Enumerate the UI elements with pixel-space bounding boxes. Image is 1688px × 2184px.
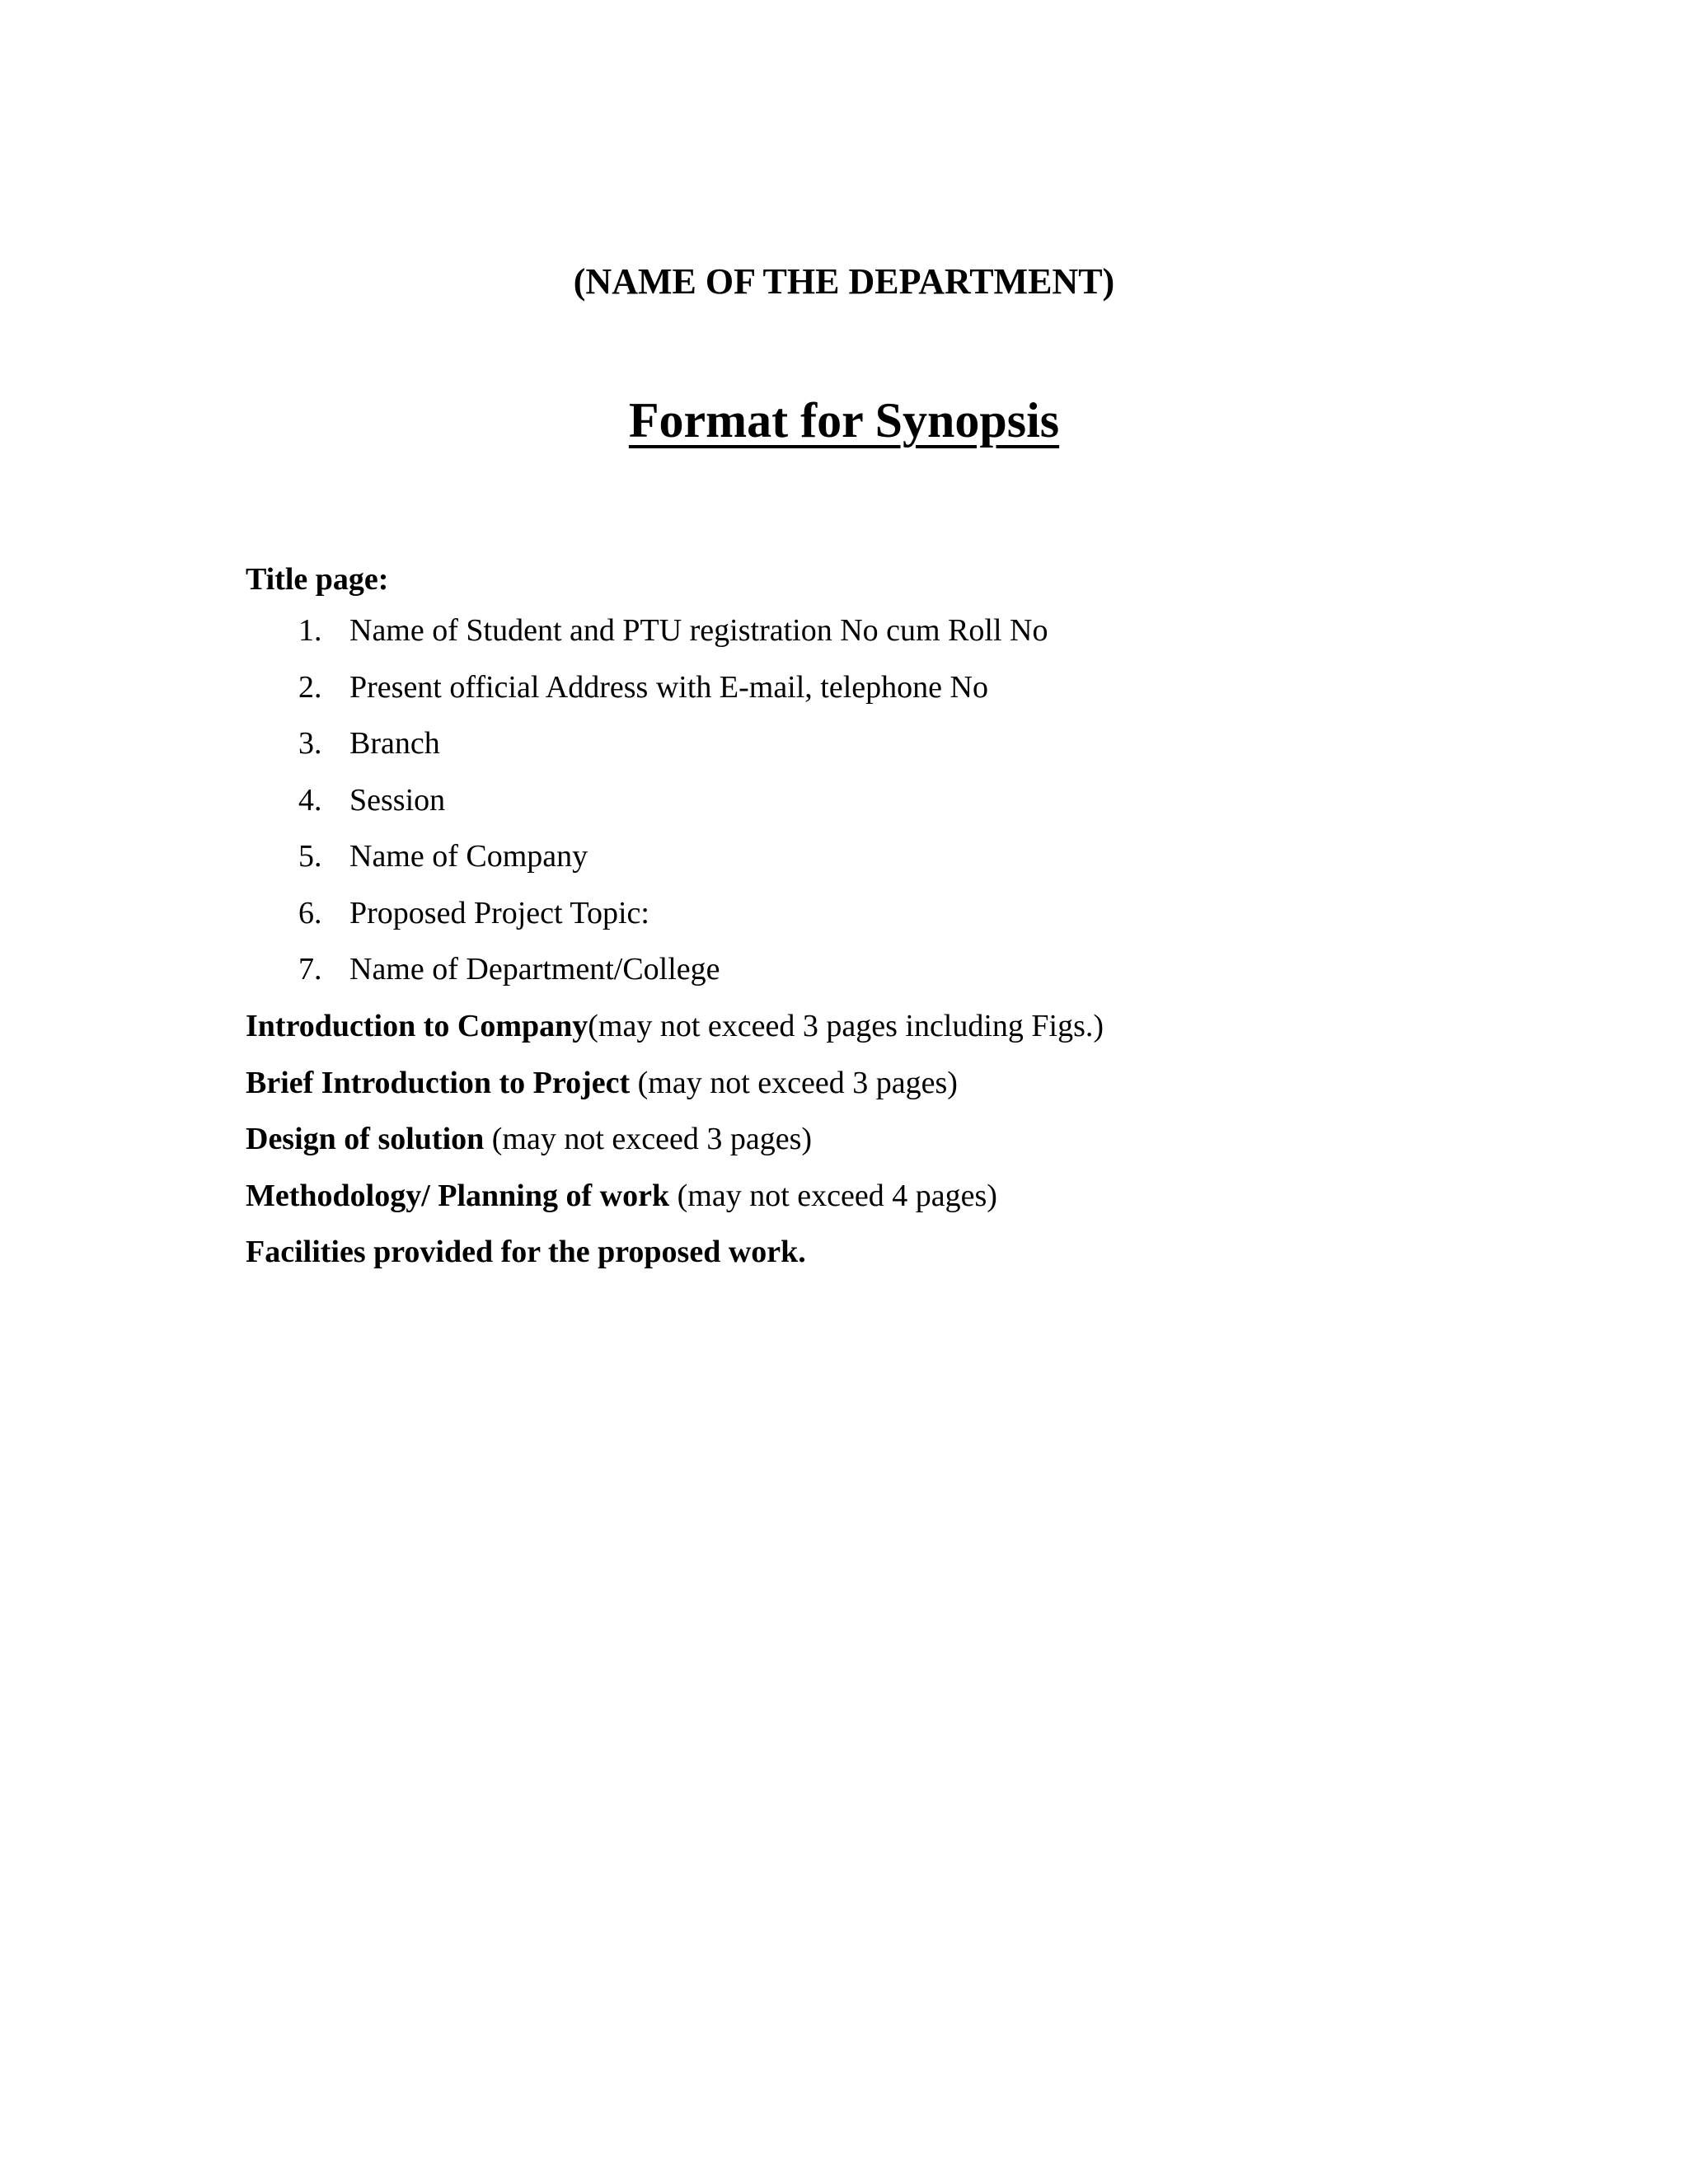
section-note: (may not exceed 3 pages including Figs.) bbox=[588, 1009, 1104, 1043]
list-item bbox=[246, 893, 1048, 949]
section-heading: Facilities provided for the proposed work. bbox=[246, 1235, 806, 1269]
list-item-text: Present official Address with E-mail, telephone No bbox=[349, 669, 988, 705]
section-introduction-to-company bbox=[246, 1005, 1104, 1062]
list-item-number: 3. bbox=[298, 726, 322, 761]
section-note: (may not exceed 3 pages) bbox=[630, 1065, 958, 1100]
title-page-heading: Title page: bbox=[246, 562, 389, 597]
document-title: Format for Synopsis bbox=[628, 393, 1060, 448]
section-design-of-solution bbox=[246, 1118, 1104, 1175]
list-item-text: Name of Company bbox=[349, 839, 588, 874]
list-item-number: 5. bbox=[298, 839, 322, 874]
list-item bbox=[246, 780, 1048, 837]
sections-list bbox=[246, 1005, 1104, 1288]
section-brief-introduction bbox=[246, 1062, 1104, 1119]
list-item-number: 1. bbox=[298, 613, 322, 648]
section-heading: Brief Introduction to Project bbox=[246, 1065, 631, 1100]
list-item-number: 2. bbox=[298, 669, 322, 705]
list-item-text: Branch bbox=[349, 726, 440, 761]
list-item-text: Session bbox=[349, 782, 446, 818]
list-item-text: Name of Student and PTU registration No cum Roll No bbox=[349, 613, 1048, 648]
title-page-list bbox=[246, 610, 1048, 1005]
section-heading: Introduction to Company bbox=[246, 1009, 588, 1043]
list-item bbox=[246, 667, 1048, 724]
section-methodology bbox=[246, 1175, 1104, 1232]
list-item-number: 4. bbox=[298, 782, 322, 818]
list-item-number: 6. bbox=[298, 895, 322, 930]
section-heading: Design of solution bbox=[246, 1122, 485, 1156]
section-note: (may not exceed 3 pages) bbox=[484, 1122, 813, 1156]
section-heading: Methodology/ Planning of work bbox=[246, 1178, 670, 1213]
list-item bbox=[246, 723, 1048, 780]
list-item-number: 7. bbox=[298, 952, 322, 987]
list-item-text: Name of Department/College bbox=[349, 952, 720, 987]
section-note: (may not exceed 4 pages) bbox=[669, 1178, 997, 1213]
section-facilities bbox=[246, 1231, 1104, 1288]
department-name: (NAME OF THE DEPARTMENT) bbox=[573, 261, 1115, 302]
list-item bbox=[246, 610, 1048, 667]
list-item bbox=[246, 949, 1048, 1005]
list-item bbox=[246, 836, 1048, 893]
list-item-text: Proposed Project Topic: bbox=[349, 895, 649, 930]
